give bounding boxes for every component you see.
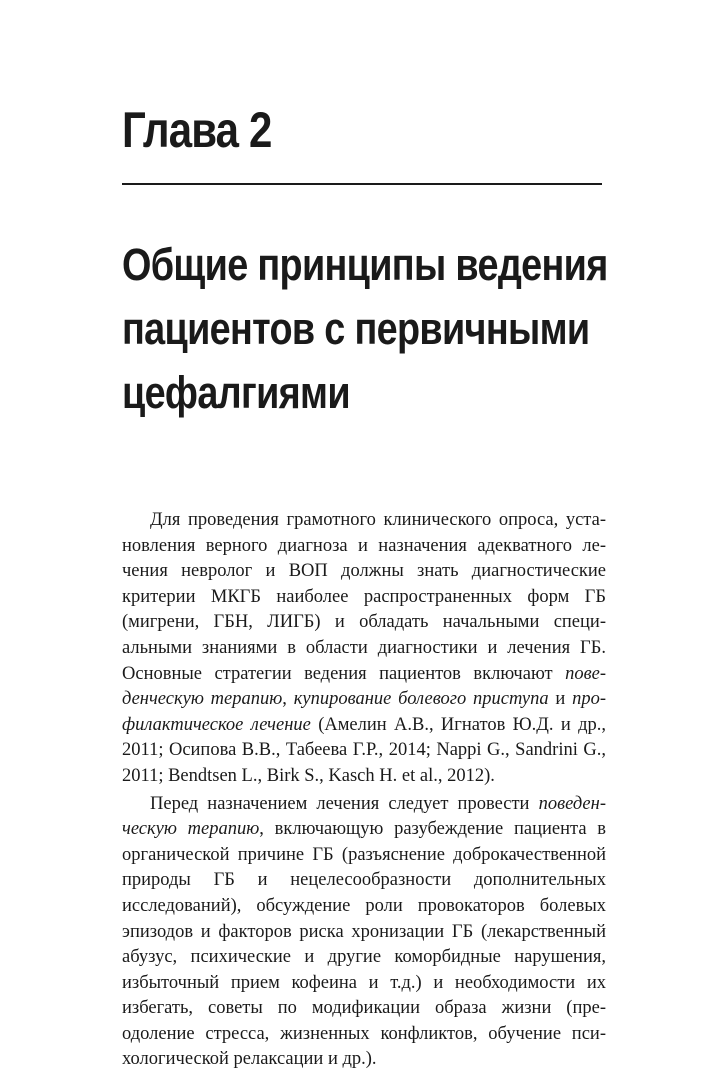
- chapter-title-line: Общие принципы ведения: [122, 239, 608, 290]
- text-run: ,: [282, 689, 294, 710]
- chapter-title-line: цефалгиями: [122, 367, 350, 418]
- text-run: Для проведения грамотного клинического опроса, установления верного диагноза и назначения адекватного лечения невролог и ВОП должны знать диагностические критерии МКГБ наиболее распространенных форм ГБ (мигрени, ГБН, ЛИГБ) и обладать начальными специальными знаниями в области диагностики и лечения ГБ. Основные стратегии ведения пациентов включают: [122, 510, 606, 684]
- italic-term: профилактическое лечение: [122, 689, 606, 735]
- text-run: , включающую разубеждение пациента в органической причине ГБ (разъяснение доброкачественной природы ГБ и нецелесообразности дополнительных исследований), обсуждение роли провокаторов болевых эпизодов и факторов риска хронизации ГБ (лекарственный абузус, психические и другие коморбидные нарушения, избыточный прием кофеина и т.д.) и необходимости их избегать, советы по модификации образа жизни (преодоление стресса, жизненных конфликтов, обучение психологической релаксации и др.).: [122, 819, 606, 1070]
- italic-term: поведенческую терапию: [122, 793, 606, 840]
- text-run: Перед назначением лечения следует провести: [150, 793, 539, 814]
- paragraph-1: [122, 508, 606, 790]
- body-text: [122, 508, 606, 1073]
- chapter-divider: [122, 183, 602, 185]
- chapter-title: [122, 233, 608, 425]
- text-run: и: [548, 689, 573, 710]
- italic-term: поведенческую терапию: [122, 663, 606, 710]
- chapter-title-line: пациентов с первичными: [122, 303, 590, 354]
- paragraph-2: [122, 792, 606, 1074]
- italic-term: купирование болевого приступа: [293, 689, 549, 710]
- text-run: (Амелин А.В., Игнатов Ю.Д. и др., 2011; Осипова В.В., Табеева Г.Р., 2014; Nappi G., Sandrini G., 2011; Bendtsen L., Birk S., Kasch H. et al., 2012).: [122, 714, 607, 786]
- chapter-label: Глава 2: [122, 102, 272, 158]
